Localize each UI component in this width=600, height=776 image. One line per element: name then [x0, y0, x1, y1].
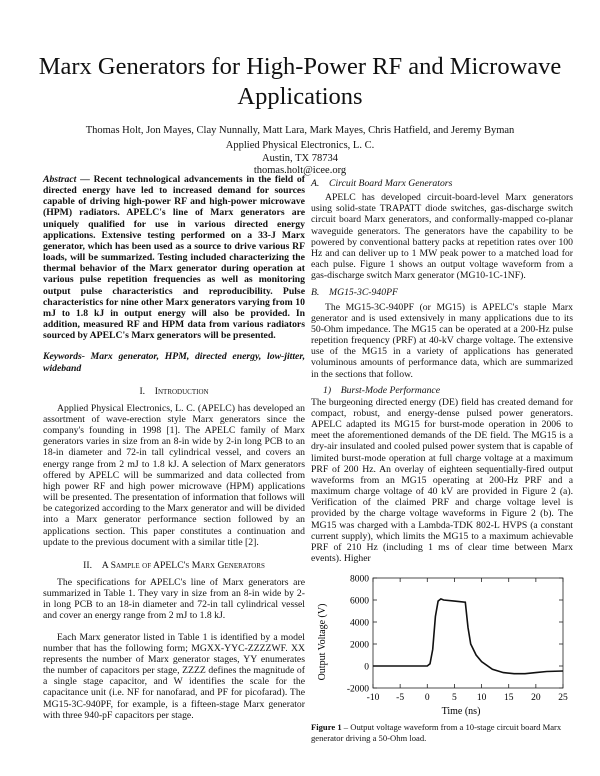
- y-tick-label: -2000: [346, 684, 369, 695]
- section-heading-introduction: I. Introduction: [139, 385, 209, 397]
- series-line-output-voltage: [373, 599, 563, 674]
- figure-1-caption: [311, 722, 573, 743]
- subsubsection-heading-burst-mode: 1) Burst-Mode Performance: [323, 384, 441, 396]
- x-tick-label: -5: [396, 693, 405, 704]
- left-column: [43, 174, 305, 721]
- section-heading-sample: II. A Sample of APELC's Marx Generators: [83, 559, 265, 571]
- figure-1: [311, 570, 573, 718]
- y-tick-label: 4000: [350, 618, 369, 629]
- mg15-paragraph: The MG15-3C-940PF (or MG15) is APELC's staple Marx generator and is used extensively in many applications due to its 50-Ohm impedance. The MG15 can be operated at a 200-Hz pulse repetition frequency (PRF) at 40-kV charge voltage. The extensive use of the MG15 in a variety of applications has generated voluminous amounts of performance data, which are summarized in the sections that follow.: [311, 301, 573, 380]
- x-axis-label: Time (ns): [441, 706, 481, 718]
- sample-paragraph-2: Each Marx generator listed in Table 1 is identified by a model number that has the following form; MGXX-YYC-ZZZZWF. XX represents the number of Marx generator stages, YY enumerates the number of capacitors per stage, ZZZZ defines the magnitude of a single stage capacitor, and W identifies the scale for the capacitance unit (i.e. NF for nanofarad, and PF for picofarad). The MG15-3C-940PF, for example, is a fifteen-stage Marx generator with three 940-pF capacitors per stage.: [43, 631, 305, 721]
- figure-1-chart: [311, 570, 573, 718]
- y-tick-label: 6000: [350, 596, 369, 607]
- abstract-text: — Recent technological advancements in the field of directed energy have led to increased demand for sources capable of driving high-power RF and high-power microwave (HPM) radiators. APELC's line of Marx generators are uniquely qualified for use in various directed energy applications. Extensive testing performed on a 33-J Marx generator, which has been used as a source to drive various RF loads, will be summarized. Testing included characterizing the thermal behavior of the Marx generator during operation at various pulse repetition frequencies as well as monitoring output pulse characteristics and reproducibility. Pulse characteristics for nine other Marx generators varying from 10 mJ to 1.8 kJ in output energy will also be provided. In addition, measured RF and HPM data from various radiators sourced by APELC's Marx generators will be presented.: [43, 174, 305, 342]
- keywords: Keywords- Marx generator, HPM, directed energy, low-jitter, wideband: [43, 351, 305, 374]
- x-tick-label: -10: [366, 693, 380, 704]
- affiliation-city: Austin, TX 78734: [262, 152, 338, 164]
- x-tick-label: 25: [558, 693, 568, 704]
- intro-paragraph: Applied Physical Electronics, L. C. (APELC) has developed an assortment of wave-erection style Marx generators since the company's founding in 1998 [1]. The APELC family of Marx generators varies in size from an 8-in wide by 2-in long PCB to an 18-in diameter and 72-in tall cylindrical vessel, and covers an energy range from 2 mJ to 1.8 kJ. A selection of Marx generators offered by APELC will be summarized and data collected from high power RF and high power microwave (HPM) applications will be presented. The presentation of information that follows will be categorized according to the Marx generator and will be divided into a Marx generator performance section followed by an applications section. This paper constitutes a continuation and update to the previous document with a similar title [2].: [43, 402, 305, 548]
- subsection-heading-mg15: B. MG15-3C-940PF: [311, 287, 398, 299]
- abstract-label: Abstract: [43, 174, 77, 185]
- sample-paragraph-1: The specifications for APELC's line of Marx generators are summarized in Table 1. They vary in size from an 8-in wide by 2-in long PCB to an 18-in diameter and 72-in tall cylindrical vessel and cover an energy range from 2 mJ to 1.8 kJ.: [43, 577, 305, 622]
- y-tick-label: 2000: [350, 640, 369, 651]
- abstract: [43, 174, 305, 341]
- x-tick-label: 0: [424, 693, 430, 704]
- y-axis-label: Output Voltage (V): [317, 603, 328, 681]
- x-tick-label: 10: [476, 693, 487, 704]
- y-tick-label: 8000: [350, 574, 369, 585]
- x-tick-label: 20: [531, 693, 541, 704]
- figure-1-caption-label: Figure 1: [311, 722, 342, 733]
- affiliation: [150, 140, 450, 178]
- subsection-heading-circuit-board: A. Circuit Board Marx Generators: [311, 178, 453, 189]
- circuit-board-paragraph: APELC has developed circuit-board-level Marx generators using solid-state TRAPATT diode switches, gas-discharge switch circuit board Marx generators, and conformally-mapped co-planar waveguide generators. The generators have the capability to be powered by conventional battery packs at repetition rates over 100 Hz and can deliver up to 1 MW peak power to a matched load for each pulse. Figure 1 shows an output voltage waveform from a gas-discharge switch Marx generator (MG10-1C-1NF).: [311, 192, 573, 282]
- figure-1-caption-text: – Output voltage waveform from a 10-stage circuit board Marx generator driving a 50-Ohm load.: [311, 722, 562, 743]
- author-list: Thomas Holt, Jon Mayes, Clay Nunnally, Matt Lara, Mark Mayes, Chris Hatfield, and Jeremy Byman: [85, 125, 515, 136]
- paper-title: Marx Generators for High-Power RF and Microwave Applications: [38, 53, 562, 110]
- x-tick-label: 15: [503, 693, 514, 704]
- affiliation-email: thomas.holt@icee.org: [253, 165, 347, 177]
- y-tick-label: 0: [364, 662, 369, 673]
- plot-frame: [373, 578, 563, 688]
- affiliation-org: Applied Physical Electronics, L. C.: [225, 140, 375, 151]
- burst-mode-paragraph: The burgeoning directed energy (DE) field has created demand for compact, robust, and energy-dense pulsed power generators. APELC adapted its MG15 for burst-mode operation in 2006 to meet the aforementioned demands of the DE field. The MG15 is a dry-air insulated and cooled pulsed power system that is capable of limited burst-mode operation at full charge voltage at a maximum PRF of 200 Hz. An overlay of eighteen sequentially-fired output waveforms from an MG15 operating at 200-Hz PRF and a maximum charge voltage of 40 kV are provided in Figure 2 (a). Verification of the claimed PRF and charge voltage level is provided by the charge voltage waveforms in Figure 2 (b). The MG15 was charged with a Lambda-TDK 802-L HVPS (a constant current supply), which limits the MG15 to a maximum achievable PRF of 210 Hz (including 1 ms of clear time between Marx events). Higher: [311, 396, 573, 564]
- right-column: [311, 174, 573, 743]
- x-tick-label: 5: [452, 693, 457, 704]
